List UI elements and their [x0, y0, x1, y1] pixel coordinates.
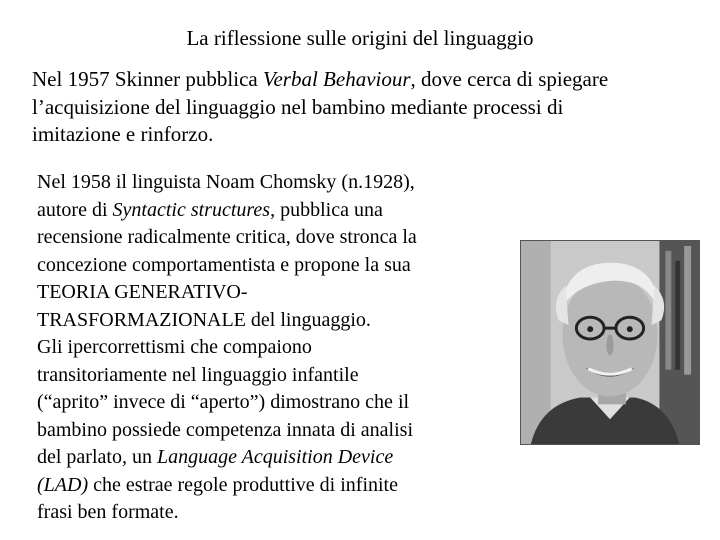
text-fragment: , pubblica una [270, 198, 383, 221]
text-line: Nel 1958 il linguista Noam Chomsky (n.1928), [37, 171, 415, 193]
text-line: bambino possiede competenza innata di analisi [37, 418, 413, 441]
portrait-photo [520, 240, 700, 445]
text-line: imitazione e rinforzo. [32, 122, 214, 146]
text-line: (“aprito” invece di “aperto”) dimostrano che il [37, 391, 410, 413]
text-fragment: del parlato, un [37, 446, 157, 468]
book-title-syntactic-structures: Syntactic structures [112, 198, 271, 221]
text-line: Gli ipercorrettismi che compaiono [37, 336, 312, 358]
text-line: TRASFORMAZIONALE del linguaggio. [37, 308, 371, 331]
text-line: concezione comportamentista e propone la sua [37, 253, 411, 276]
text-fragment: che estrae regole produttive di infinite [88, 473, 398, 496]
text-line [37, 444, 507, 472]
text-fragment: autore di [37, 198, 113, 221]
text-line [37, 472, 507, 500]
text-line: l’acquisizione del linguaggio nel bambino mediante processi di [32, 94, 564, 119]
text-fragment: , dove cerca di spiegare [410, 67, 609, 91]
text-line: transitoriamente nel linguaggio infantile [37, 363, 359, 386]
text-line [37, 197, 507, 225]
book-title-verbal-behaviour: Verbal Behaviour [262, 67, 411, 91]
term-language-acquisition-device: Language Acquisition Device [156, 446, 394, 468]
term-lad: (LAD) [37, 473, 89, 496]
text-line [32, 66, 702, 94]
paragraph-chomsky [37, 169, 507, 527]
portrait-illustration [521, 241, 699, 444]
text-line: recensione radicalmente critica, dove stronca la [37, 226, 417, 248]
text-line: TEORIA GENERATIVO- [37, 281, 248, 303]
slide-title: La riflessione sulle origini del linguaggio [186, 26, 534, 50]
text-line: frasi ben formate. [37, 501, 179, 523]
text-fragment: Nel 1957 Skinner pubblica [32, 67, 263, 91]
paragraph-skinner [32, 66, 702, 149]
